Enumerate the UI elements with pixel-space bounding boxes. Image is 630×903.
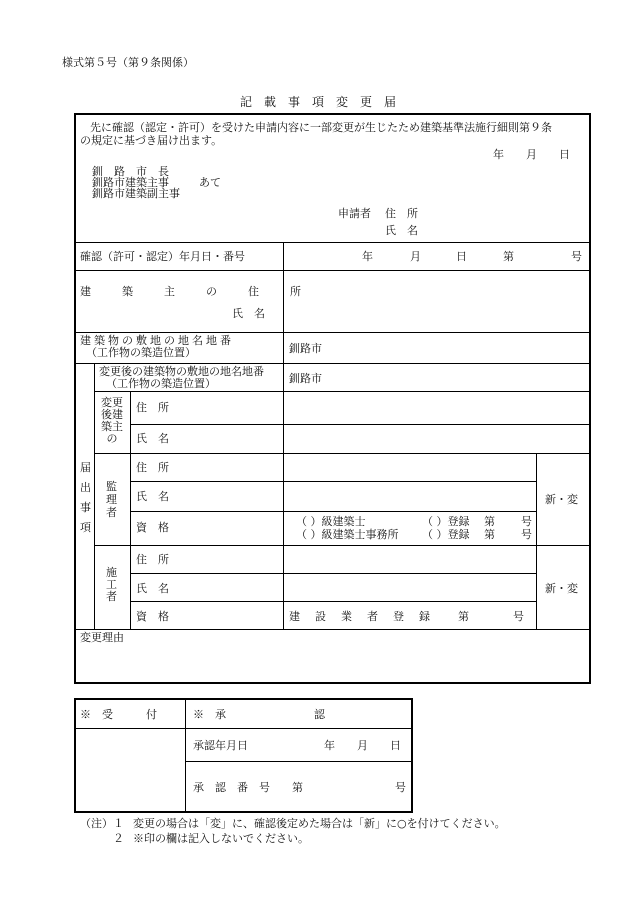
supervisor-go-2: 号 — [521, 528, 532, 541]
new-site-value: 釧路市 — [289, 372, 322, 385]
builder-name-label: 氏 名 — [136, 582, 169, 595]
builder-registration-go: 号 — [513, 610, 524, 623]
reception-label: ※ 受 付 — [80, 708, 157, 721]
confirm-month: 月 — [410, 250, 421, 263]
builder-address-label: 住 所 — [136, 553, 169, 566]
supervisor-dai-1: 第 — [484, 515, 495, 528]
approval-number-go: 号 — [395, 781, 406, 794]
site-label-line1: 建築物の敷地の地名地番 — [80, 334, 234, 347]
owner-address-label: 建 築 主 の 住 所 — [80, 285, 311, 298]
note-1: 変更の場合は「変」に、確認後定めた場合は「新」に○を付けてください。 — [133, 817, 506, 830]
confirm-go: 号 — [571, 250, 582, 263]
intro-line-2: の規定に基づき届け出ます。 — [80, 134, 223, 147]
confirm-dai: 第 — [503, 250, 514, 263]
addressee-ate: あて — [199, 176, 221, 189]
owner-name-label: 氏 名 — [232, 307, 265, 320]
builder-new-change: 新・変 — [545, 582, 578, 595]
approval-date-label: 承認年月日 — [193, 739, 248, 752]
confirm-year: 年 — [362, 250, 373, 263]
owner-after-change-label: 変更後建築主の — [101, 396, 123, 445]
supervisor-architect-grade: （ ）級建築士 — [296, 515, 366, 528]
note-2: ※印の欄は記入しないでください。 — [133, 832, 309, 845]
change-reason-label: 変更理由 — [80, 631, 124, 644]
supervisor-label: 監理者 — [106, 480, 117, 519]
owner-after-address-label: 住 所 — [136, 401, 169, 414]
supervisor-qualification-label: 資 格 — [136, 521, 169, 534]
supervisor-registration-2: （ ）登録 — [422, 528, 470, 541]
supervisor-go-1: 号 — [521, 515, 532, 528]
note-2-number: ２ — [113, 832, 124, 845]
owner-after-name-label: 氏 名 — [136, 432, 169, 445]
supervisor-office-grade: （ ）級建築士事務所 — [296, 528, 399, 541]
builder-qualification-label: 資 格 — [136, 610, 169, 623]
confirm-date-number-label: 確認（許可・認定）年月日・番号 — [80, 250, 245, 263]
supervisor-registration-1: （ ）登録 — [422, 515, 470, 528]
site-label-line2: （工作物の築造位置） — [86, 346, 196, 359]
supervisor-address-label: 住 所 — [136, 461, 169, 474]
confirm-day: 日 — [456, 250, 467, 263]
notification-items-label: 届出事項 — [80, 461, 91, 534]
new-site-label-line2: （工作物の築造位置） — [106, 377, 216, 390]
approval-date: 年 月 日 — [324, 739, 401, 752]
note-1-number: １ — [113, 817, 124, 830]
form-title: 記 載 事 項 変 更 届 — [240, 95, 397, 109]
approval-label: ※ 承 認 — [193, 708, 325, 721]
intro-line-1: 先に確認（認定・許可）を受けた申請内容に一部変更が生じたため建築基準法施行細則第９条 — [90, 121, 552, 134]
submission-date: 年 月 日 — [493, 148, 570, 161]
addressee-mayor: 釧 路 市 長 — [92, 165, 169, 178]
builder-contractor-registration: 建 設 業 者 登 録 第 — [289, 610, 471, 623]
supervisor-new-change: 新・変 — [545, 493, 578, 506]
applicant-address-label: 住 所 — [385, 207, 418, 220]
new-site-label-line1: 変更後の建築物の敷地の地名地番 — [99, 365, 264, 378]
supervisor-dai-2: 第 — [484, 528, 495, 541]
addressee-deputy-official: 釧路市建築副主事 — [92, 187, 180, 200]
site-value: 釧路市 — [289, 342, 322, 355]
approval-number-label: 承 認 番 号 第 — [193, 781, 303, 794]
builder-label: 施工者 — [106, 566, 117, 603]
form-number: 様式第５号（第９条関係） — [62, 56, 194, 69]
addressee-building-official: 釧路市建築主事 — [92, 176, 169, 189]
supervisor-name-label: 氏 名 — [136, 490, 169, 503]
applicant-name-label: 氏 名 — [385, 224, 418, 237]
notes-prefix: （注） — [80, 817, 113, 830]
applicant-label: 申請者 — [338, 207, 371, 220]
